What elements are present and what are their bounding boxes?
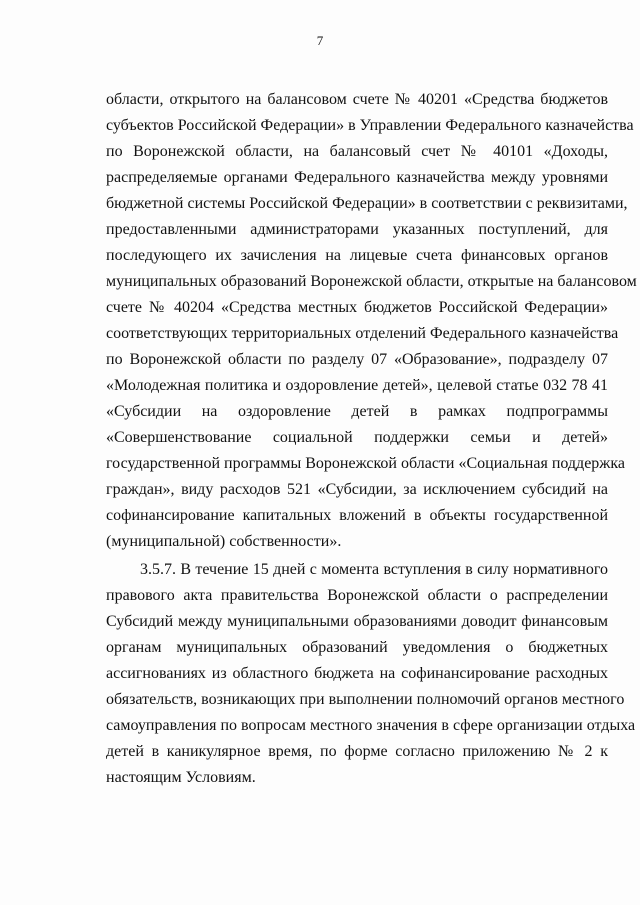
text-line: Субсидий между муниципальными образованиями доводит финансовым [106, 613, 608, 630]
text-line: ассигнованиях из областного бюджета на софинансирование расходных [106, 665, 608, 682]
text-line: обязательств, возникающих при выполнении полномочий органов местного [106, 691, 625, 708]
text-line: государственной программы Воронежской области «Социальная поддержка [106, 455, 625, 472]
text-line: по Воронежской области, на балансовый счет № 40101 «Доходы, [106, 143, 608, 160]
text-line: «Субсидии на оздоровление детей в рамках подпрограммы [106, 403, 608, 420]
text-line: счете № 40204 «Средства местных бюджетов Российской Федерации» [106, 299, 608, 316]
document-body [106, 87, 637, 791]
text-line: правового акта правительства Воронежской области о распределении [106, 587, 608, 604]
text-line: области, открытого на балансовом счете № 40201 «Средства бюджетов [106, 91, 608, 108]
paragraph-1 [106, 87, 637, 555]
text-line: «Молодежная политика и оздоровление детей», целевой статье 032 78 41 [106, 377, 608, 394]
text-line: «Совершенствование социальной поддержки семьи и детей» [106, 429, 608, 446]
text-line: муниципальных образований Воронежской области, открытые на балансовом [106, 273, 637, 290]
text-line: органам муниципальных образований уведомления о бюджетных [106, 639, 608, 656]
text-line: самоуправления по вопросам местного значения в сфере организации отдыха [106, 717, 636, 734]
text-line: (муниципальной) собственности». [106, 533, 342, 550]
text-line: по Воронежской области по разделу 07 «Образование», подразделу 07 [106, 351, 608, 368]
text-line: бюджетной системы Российской Федерации» в соответствии с реквизитами, [106, 195, 628, 212]
text-line: настоящим Условиям. [106, 769, 256, 786]
text-line: распределяемые органами Федерального казначейства между уровнями [106, 169, 608, 186]
page-number: 7 [316, 33, 324, 48]
text-line: предоставленными администраторами указанных поступлений, для [106, 221, 608, 238]
text-line: соответствующих территориальных отделений Федерального казначейства [106, 325, 619, 342]
text-line: детей в каникулярное время, по форме согласно приложению № 2 к [106, 743, 608, 760]
text-line: софинансирование капитальных вложений в объекты государственной [106, 507, 608, 524]
text-line: последующего их зачисления на лицевые счета финансовых органов [106, 247, 608, 264]
text-line: субъектов Российской Федерации» в Управлении Федерального казначейства [106, 117, 634, 134]
paragraph-2 [106, 557, 636, 791]
text-line: граждан», виду расходов 521 «Субсидии, за исключением субсидий на [106, 481, 608, 498]
text-line: 3.5.7. В течение 15 дней с момента вступления в силу нормативного [140, 561, 608, 578]
